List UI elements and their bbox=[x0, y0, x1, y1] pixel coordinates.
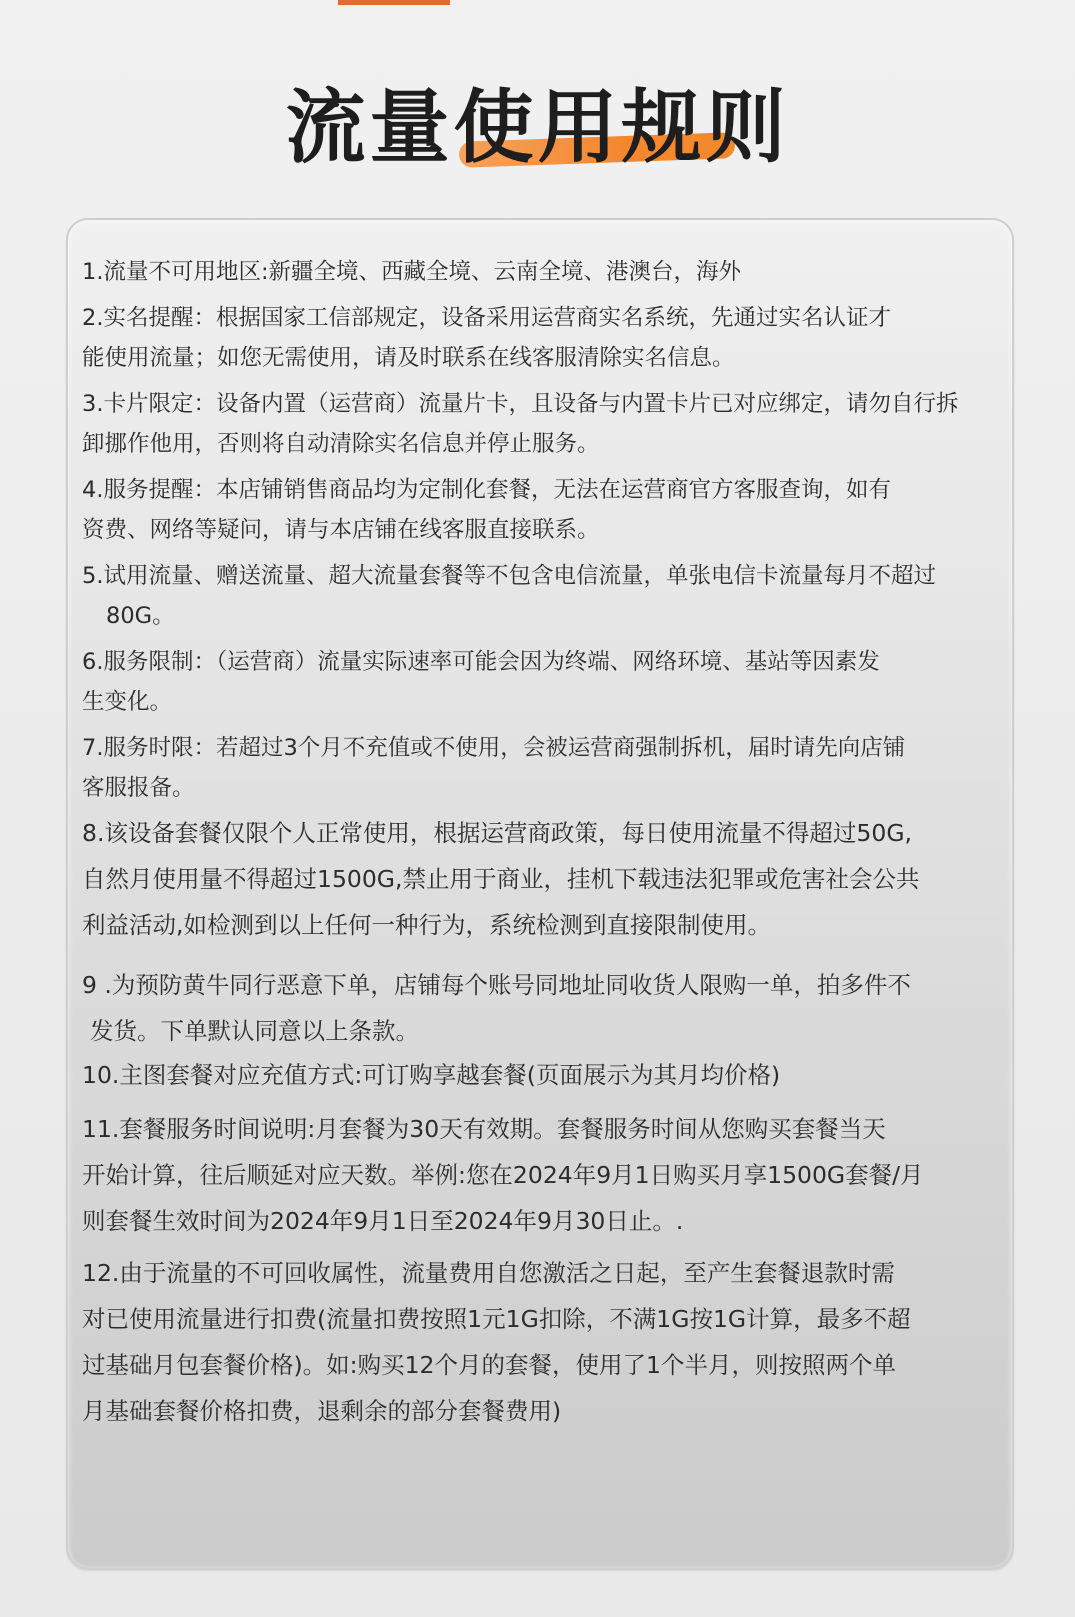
page-title: 流量使用规则 bbox=[285, 81, 790, 174]
rule-9 bbox=[82, 962, 1002, 1054]
rule-2 bbox=[82, 298, 1002, 378]
rule-11-line-1: 11.套餐服务时间说明:月套餐为30天有效期。套餐服务时间从您购买套餐当天 bbox=[82, 1115, 886, 1143]
rule-9-line-1: 9 .为预防黄牛同行恶意下单，店铺每个账号同地址同收货人限购一单，拍多件不 bbox=[82, 971, 911, 999]
rule-2-line-1: 2.实名提醒：根据国家工信部规定，设备采用运营商实名系统，先通过实名认证才 bbox=[82, 305, 891, 331]
rules-panel bbox=[66, 218, 1014, 1570]
rule-3 bbox=[82, 384, 1002, 464]
rule-5 bbox=[82, 556, 1002, 636]
rule-5-line-2: 80G。 bbox=[106, 603, 175, 629]
rule-6 bbox=[82, 642, 1002, 722]
rule-12 bbox=[82, 1250, 1002, 1434]
rule-4-line-1: 4.服务提醒：本店铺销售商品均为定制化套餐，无法在运营商官方客服查询，如有 bbox=[82, 477, 891, 503]
rule-11-line-2: 开始计算，往后顺延对应天数。举例:您在2024年9月1日购买月享1500G套餐/月 bbox=[82, 1161, 924, 1189]
rule-2-line-2: 能使用流量；如您无需使用，请及时联系在线客服清除实名信息。 bbox=[82, 345, 735, 371]
rule-11-line-3: 则套餐生效时间为2024年9月1日至2024年9月30日止。. bbox=[82, 1207, 684, 1235]
rule-5-line-1: 5.试用流量、赠送流量、超大流量套餐等不包含电信流量，单张电信卡流量每月不超过 bbox=[82, 563, 936, 589]
rule-1-line-1: 1.流量不可用地区:新疆全境、西藏全境、云南全境、港澳台，海外 bbox=[82, 259, 742, 285]
rule-10 bbox=[82, 1052, 1002, 1098]
rule-4 bbox=[82, 470, 1002, 550]
rule-6-line-1: 6.服务限制：（运营商）流量实际速率可能会因为终端、网络环境、基站等因素发 bbox=[82, 649, 880, 675]
rule-8-line-3: 利益活动,如检测到以上任何一种行为，系统检测到直接限制使用。 bbox=[82, 911, 771, 939]
title-wrap bbox=[0, 78, 1075, 178]
top-tab-indicator bbox=[338, 0, 450, 5]
rule-11 bbox=[82, 1106, 1002, 1244]
rule-8-line-2: 自然月使用量不得超过1500G,禁止用于商业，挂机下载违法犯罪或危害社会公共 bbox=[82, 865, 920, 893]
rule-3-line-2: 卸挪作他用，否则将自动清除实名信息并停止服务。 bbox=[82, 431, 600, 457]
rule-12-line-3: 过基础月包套餐价格)。如:购买12个月的套餐，使用了1个半月，则按照两个单 bbox=[82, 1351, 896, 1379]
rule-10-line-1: 10.主图套餐对应充值方式:可订购享越套餐(页面展示为其月均价格) bbox=[82, 1061, 781, 1089]
rule-12-line-2: 对已使用流量进行扣费(流量扣费按照1元1G扣除，不满1G按1G计算，最多不超 bbox=[82, 1305, 911, 1333]
rule-7 bbox=[82, 728, 1002, 808]
rule-7-line-1: 7.服务时限：若超过3个月不充值或不使用，会被运营商强制拆机，届时请先向店铺 bbox=[82, 735, 906, 761]
rule-8 bbox=[82, 810, 1002, 948]
rule-1 bbox=[82, 252, 1002, 292]
rule-12-line-4: 月基础套餐价格扣费，退剩余的部分套餐费用) bbox=[82, 1397, 562, 1425]
rule-9-line-2: 发货。下单默认同意以上条款。 bbox=[90, 1017, 419, 1045]
rule-3-line-1: 3.卡片限定：设备内置（运营商）流量片卡，且设备与内置卡片已对应绑定，请勿自行拆 bbox=[82, 391, 959, 417]
rule-6-line-2: 生变化。 bbox=[82, 689, 173, 715]
rule-8-line-1: 8.该设备套餐仅限个人正常使用，根据运营商政策，每日使用流量不得超过50G, bbox=[82, 819, 913, 847]
rule-12-line-1: 12.由于流量的不可回收属性，流量费用自您激活之日起，至产生套餐退款时需 bbox=[82, 1259, 895, 1287]
rule-7-line-2: 客服报备。 bbox=[82, 775, 195, 801]
rule-4-line-2: 资费、网络等疑问，请与本店铺在线客服直接联系。 bbox=[82, 517, 600, 543]
